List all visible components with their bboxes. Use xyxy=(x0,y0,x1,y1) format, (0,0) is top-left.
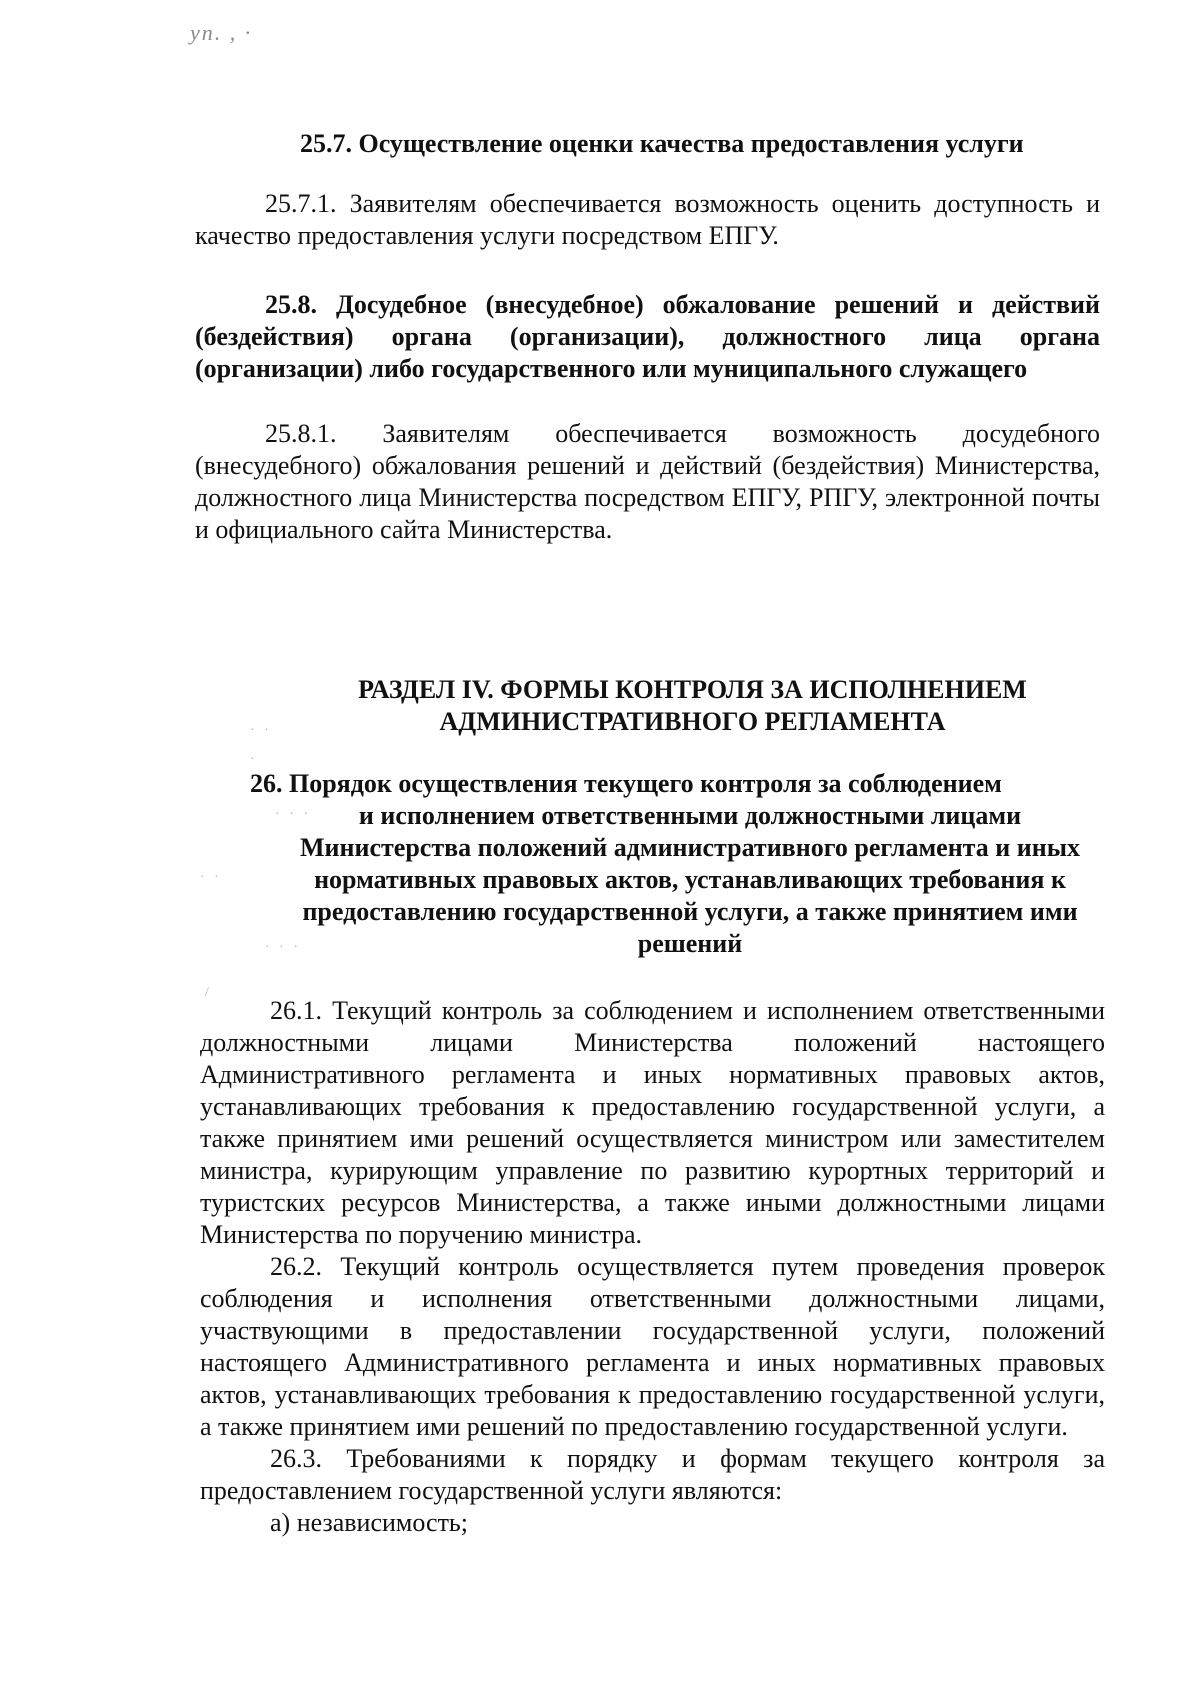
scan-speck: · · · xyxy=(275,807,311,822)
scan-speck: / xyxy=(205,985,212,1000)
paragraph-25-8-1: 25.8.1. Заявителям обеспечивается возможность досудебного (внесудебного) обжалования решений и действий (бездействия) Министерства, должностного лица Министерства посредством ЕПГУ, РПГУ, электронной почты и официального сайта Министерства. xyxy=(195,419,1100,544)
paragraph-26-1: 26.1. Текущий контроль за соблюдением и исполнением ответственными должностными лицами Министерства положений настоящего Административного регламента и иных нормативных правовых актов, устанавливающих требования к предоставлению государственной услуги, а также принятием ими решений осуществляется министром или заместителем министра, курирующим управление по развитию курортных территорий и туристских ресурсов Министерства, а также иными должностными лицами Министерства по поручению министра. xyxy=(200,996,1105,1249)
scan-speck: · · xyxy=(250,723,272,738)
heading-25-8: 25.8. Досудебное (внесудебное) обжалование решений и действий (бездействия) органа (организации), должностного лица органа (организации) либо государственного или муниципального служащего xyxy=(195,290,1100,383)
heading-25-7: 25.7. Осуществление оценки качества предоставления услуги xyxy=(300,129,1024,158)
heading-26-line: нормативных правовых актов, устанавливающих требования к xyxy=(314,865,1066,894)
section-4-title-line-2: АДМИНИСТРАТИВНОГО РЕГЛАМЕНТА xyxy=(439,707,946,736)
section-4-title-line-1: РАЗДЕЛ IV. ФОРМЫ КОНТРОЛЯ ЗА ИСПОЛНЕНИЕМ xyxy=(358,675,1027,704)
paragraph-25-7-1: 25.7.1. Заявителям обеспечивается возможность оценить доступность и качество предоставления услуги посредством ЕПГУ. xyxy=(195,189,1100,250)
paragraph-26-2: 26.2. Текущий контроль осуществляется путем проведения проверок соблюдения и исполнения ответственными должностными лицами, участвующими в предоставлении государственной услуги, положений настоящего Административного регламента и иных нормативных правовых актов, устанавливающих требования к предоставлению государственной услуги, а также принятием ими решений по предоставлению государственной услуги. xyxy=(200,1252,1105,1441)
section-26-body xyxy=(200,995,1105,1539)
heading-26-line: и исполнением ответственными должностными лицами xyxy=(358,801,1022,830)
section-4-title xyxy=(195,674,1100,738)
heading-26-line: Министерства положений административного регламента и иных xyxy=(300,833,1080,862)
scan-speck: · · xyxy=(200,870,222,885)
scan-speck: · · · xyxy=(265,940,301,955)
scan-mark: уп. , · xyxy=(190,20,253,45)
paragraph-26-3-a: а) независимость; xyxy=(270,1508,469,1537)
paragraph-26-3: 26.3. Требованиями к порядку и формам текущего контроля за предоставлением государственной услуги являются: xyxy=(200,1444,1105,1505)
scan-speck: · xyxy=(250,752,258,767)
heading-26 xyxy=(250,768,1130,960)
heading-26-line: предоставлению государственной услуги, а также принятием ими xyxy=(302,897,1078,926)
heading-26-line: решений xyxy=(637,929,743,958)
heading-26-line: 26. Порядок осуществления текущего контроля за соблюдением xyxy=(250,769,1002,798)
